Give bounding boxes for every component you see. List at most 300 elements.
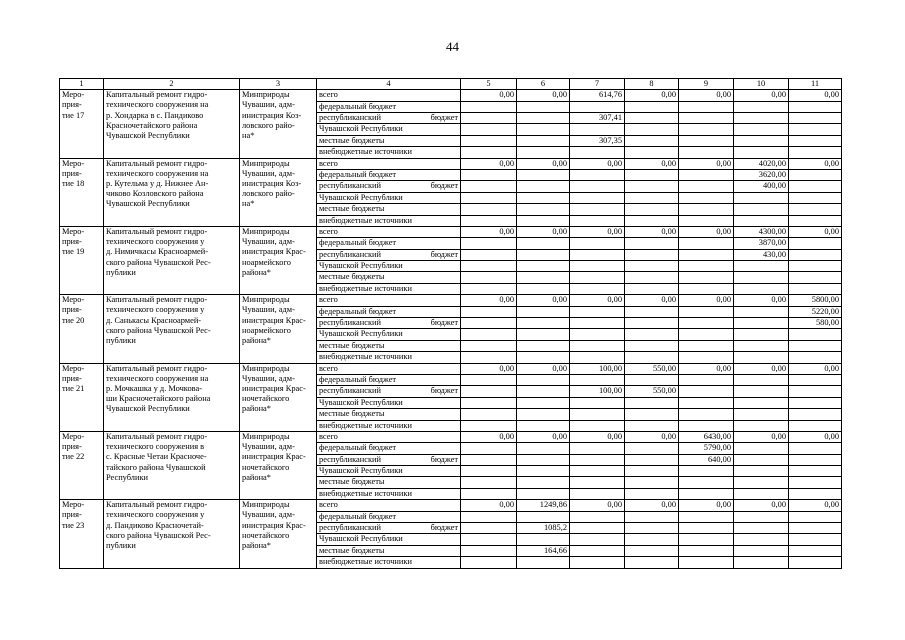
value-cell xyxy=(789,374,842,385)
value-cell: 0,00 xyxy=(461,158,517,169)
funding-source: всего xyxy=(317,295,461,306)
value-cell xyxy=(461,101,517,112)
value-cell xyxy=(734,477,789,488)
value-cell: 0,00 xyxy=(517,90,570,101)
value-cell xyxy=(679,261,734,272)
value-cell xyxy=(679,420,734,431)
measure-name: Капитальный ремонт гидро- технического сооружения у д. Пандиково Красночетай- ского района Чувашской Рес- публики xyxy=(104,500,240,568)
value-cell xyxy=(461,352,517,363)
value-cell xyxy=(517,386,570,397)
value-cell xyxy=(734,340,789,351)
value-cell xyxy=(625,135,679,146)
value-cell xyxy=(679,272,734,283)
value-cell: 0,00 xyxy=(789,363,842,374)
value-cell xyxy=(789,272,842,283)
value-cell xyxy=(734,306,789,317)
value-cell: 0,00 xyxy=(461,500,517,511)
value-cell xyxy=(517,124,570,135)
value-cell xyxy=(734,147,789,158)
value-cell xyxy=(461,466,517,477)
funding-source: местные бюджеты xyxy=(317,477,461,488)
value-cell xyxy=(461,397,517,408)
column-number: 3 xyxy=(240,79,317,90)
value-cell: 580,00 xyxy=(789,318,842,329)
value-cell xyxy=(789,340,842,351)
value-cell xyxy=(461,283,517,294)
measure-id: Меро- прия- тие 20 xyxy=(60,295,104,363)
value-cell xyxy=(679,488,734,499)
funding-source: всего xyxy=(317,158,461,169)
value-cell xyxy=(570,523,625,534)
value-cell xyxy=(461,374,517,385)
value-cell xyxy=(517,409,570,420)
value-cell xyxy=(570,420,625,431)
value-cell xyxy=(461,420,517,431)
value-cell: 100,00 xyxy=(570,363,625,374)
value-cell xyxy=(517,477,570,488)
measure-name: Капитальный ремонт гидро- технического сооружения у д. Санькасы Красноармей- ского района Чувашской Рес- публики xyxy=(104,295,240,363)
value-cell xyxy=(679,204,734,215)
funding-source: всего xyxy=(317,90,461,101)
value-cell: 164,66 xyxy=(517,545,570,556)
value-cell xyxy=(625,397,679,408)
table-body xyxy=(60,79,842,569)
value-cell xyxy=(625,329,679,340)
value-cell xyxy=(789,534,842,545)
funding-source: местные бюджеты xyxy=(317,272,461,283)
value-cell xyxy=(570,306,625,317)
value-cell: 0,00 xyxy=(734,500,789,511)
value-cell xyxy=(461,329,517,340)
page-number: 44 xyxy=(446,39,459,54)
value-cell xyxy=(679,135,734,146)
value-cell xyxy=(679,352,734,363)
value-cell: 0,00 xyxy=(679,500,734,511)
measure-id: Меро- прия- тие 18 xyxy=(60,158,104,226)
value-cell xyxy=(679,523,734,534)
value-cell xyxy=(461,454,517,465)
value-cell xyxy=(461,534,517,545)
value-cell xyxy=(679,181,734,192)
value-cell xyxy=(625,409,679,420)
value-cell: 0,00 xyxy=(625,90,679,101)
value-cell xyxy=(517,340,570,351)
value-cell xyxy=(734,557,789,568)
value-cell: 0,00 xyxy=(570,295,625,306)
value-cell xyxy=(734,112,789,123)
value-cell xyxy=(679,124,734,135)
funding-source: Чувашской Республики xyxy=(317,534,461,545)
value-cell: 0,00 xyxy=(679,226,734,237)
value-cell xyxy=(734,318,789,329)
value-cell xyxy=(789,477,842,488)
value-cell: 640,00 xyxy=(679,454,734,465)
value-cell xyxy=(570,534,625,545)
value-cell xyxy=(461,306,517,317)
value-cell xyxy=(789,523,842,534)
value-cell xyxy=(517,318,570,329)
value-cell xyxy=(679,283,734,294)
value-cell xyxy=(679,557,734,568)
value-cell xyxy=(789,352,842,363)
value-cell xyxy=(461,386,517,397)
value-cell xyxy=(789,397,842,408)
value-cell xyxy=(517,397,570,408)
value-cell xyxy=(570,124,625,135)
funding-source: внебюджетные источники xyxy=(317,488,461,499)
value-cell xyxy=(517,101,570,112)
column-number: 8 xyxy=(625,79,679,90)
value-cell: 307,41 xyxy=(570,112,625,123)
value-cell xyxy=(517,147,570,158)
funding-source: республиканский бюджет xyxy=(317,523,461,534)
value-cell xyxy=(789,215,842,226)
value-cell xyxy=(734,420,789,431)
value-cell xyxy=(734,523,789,534)
value-cell xyxy=(570,181,625,192)
value-cell xyxy=(461,523,517,534)
value-cell xyxy=(625,557,679,568)
value-cell xyxy=(625,112,679,123)
value-cell: 0,00 xyxy=(734,431,789,442)
value-cell: 0,00 xyxy=(570,500,625,511)
value-cell xyxy=(461,147,517,158)
value-cell xyxy=(789,409,842,420)
column-number: 6 xyxy=(517,79,570,90)
value-cell xyxy=(517,135,570,146)
value-cell xyxy=(789,147,842,158)
table-row xyxy=(60,431,842,442)
measure-name: Капитальный ремонт гидро- технического сооружения на р. Мочкашка у д. Мочкова- ши Красночетайского района Чувашской Республики xyxy=(104,363,240,431)
funding-source: всего xyxy=(317,500,461,511)
value-cell: 6430,00 xyxy=(679,431,734,442)
column-number-row xyxy=(60,79,842,90)
value-cell xyxy=(625,181,679,192)
table-row xyxy=(60,158,842,169)
value-cell: 0,00 xyxy=(789,226,842,237)
value-cell: 0,00 xyxy=(570,158,625,169)
value-cell xyxy=(570,409,625,420)
value-cell xyxy=(625,192,679,203)
value-cell xyxy=(570,147,625,158)
value-cell xyxy=(734,374,789,385)
value-cell xyxy=(570,192,625,203)
value-cell xyxy=(679,466,734,477)
measure-id: Меро- прия- тие 22 xyxy=(60,431,104,499)
value-cell xyxy=(517,374,570,385)
value-cell xyxy=(461,181,517,192)
measure-executor: Минприроды Чувашии, адм- инистрация Крас- ноармейского района* xyxy=(240,226,317,294)
value-cell xyxy=(461,443,517,454)
value-cell xyxy=(789,557,842,568)
budget-table xyxy=(59,78,842,569)
value-cell xyxy=(789,283,842,294)
value-cell xyxy=(679,409,734,420)
funding-source: федеральный бюджет xyxy=(317,238,461,249)
measure-id: Меро- прия- тие 21 xyxy=(60,363,104,431)
funding-source: федеральный бюджет xyxy=(317,511,461,522)
funding-source: Чувашской Республики xyxy=(317,329,461,340)
value-cell xyxy=(789,101,842,112)
value-cell xyxy=(679,112,734,123)
measure-id: Меро- прия- тие 23 xyxy=(60,500,104,568)
value-cell xyxy=(679,329,734,340)
value-cell xyxy=(625,454,679,465)
funding-source: федеральный бюджет xyxy=(317,169,461,180)
value-cell: 0,00 xyxy=(625,226,679,237)
value-cell xyxy=(625,124,679,135)
value-cell: 4020,00 xyxy=(734,158,789,169)
value-cell xyxy=(789,192,842,203)
value-cell xyxy=(570,101,625,112)
funding-source: местные бюджеты xyxy=(317,409,461,420)
value-cell xyxy=(789,443,842,454)
funding-source: всего xyxy=(317,431,461,442)
funding-source: Чувашской Республики xyxy=(317,261,461,272)
value-cell xyxy=(517,420,570,431)
value-cell xyxy=(679,340,734,351)
funding-source: всего xyxy=(317,226,461,237)
value-cell xyxy=(789,112,842,123)
value-cell xyxy=(734,192,789,203)
value-cell xyxy=(461,238,517,249)
column-number: 4 xyxy=(317,79,461,90)
value-cell xyxy=(625,101,679,112)
measure-executor: Минприроды Чувашии, адм- инистрация Крас- ночетайского района* xyxy=(240,500,317,568)
value-cell xyxy=(789,420,842,431)
value-cell xyxy=(789,386,842,397)
value-cell xyxy=(679,477,734,488)
value-cell xyxy=(789,238,842,249)
value-cell: 5790,00 xyxy=(679,443,734,454)
measure-executor: Минприроды Чувашии, адм- инистрация Коз- ловского райо- на* xyxy=(240,158,317,226)
value-cell xyxy=(517,192,570,203)
funding-source: Чувашской Республики xyxy=(317,466,461,477)
value-cell xyxy=(734,329,789,340)
value-cell: 307,35 xyxy=(570,135,625,146)
value-cell xyxy=(734,272,789,283)
value-cell xyxy=(679,249,734,260)
value-cell: 0,00 xyxy=(625,431,679,442)
value-cell xyxy=(570,511,625,522)
funding-source: местные бюджеты xyxy=(317,545,461,556)
funding-source: республиканский бюджет xyxy=(317,386,461,397)
value-cell xyxy=(625,249,679,260)
value-cell xyxy=(570,488,625,499)
value-cell: 0,00 xyxy=(517,295,570,306)
value-cell: 0,00 xyxy=(734,363,789,374)
value-cell: 0,00 xyxy=(517,158,570,169)
value-cell xyxy=(679,147,734,158)
funding-source: Чувашской Республики xyxy=(317,192,461,203)
value-cell xyxy=(461,545,517,556)
funding-source: внебюджетные источники xyxy=(317,147,461,158)
funding-source: местные бюджеты xyxy=(317,135,461,146)
value-cell xyxy=(734,443,789,454)
value-cell xyxy=(625,147,679,158)
value-cell xyxy=(679,545,734,556)
value-cell xyxy=(461,318,517,329)
funding-source: внебюджетные источники xyxy=(317,283,461,294)
funding-source: внебюджетные источники xyxy=(317,215,461,226)
value-cell xyxy=(625,374,679,385)
table-row xyxy=(60,90,842,101)
value-cell xyxy=(789,466,842,477)
value-cell: 550,00 xyxy=(625,386,679,397)
value-cell xyxy=(517,443,570,454)
value-cell xyxy=(461,477,517,488)
value-cell xyxy=(570,238,625,249)
value-cell: 0,00 xyxy=(461,363,517,374)
value-cell xyxy=(517,238,570,249)
value-cell xyxy=(517,466,570,477)
table-row xyxy=(60,500,842,511)
measure-name: Капитальный ремонт гидро- технического сооружения на р. Хондарка в с. Пандиково Красночетайского района Чувашской Республики xyxy=(104,90,240,158)
value-cell xyxy=(679,101,734,112)
value-cell: 0,00 xyxy=(461,431,517,442)
value-cell xyxy=(625,238,679,249)
table-row xyxy=(60,295,842,306)
value-cell xyxy=(570,249,625,260)
funding-source: федеральный бюджет xyxy=(317,306,461,317)
value-cell xyxy=(679,318,734,329)
value-cell xyxy=(517,249,570,260)
funding-source: федеральный бюджет xyxy=(317,443,461,454)
value-cell xyxy=(461,340,517,351)
value-cell xyxy=(734,488,789,499)
value-cell xyxy=(517,329,570,340)
funding-source: внебюджетные источники xyxy=(317,420,461,431)
value-cell: 0,00 xyxy=(625,500,679,511)
measure-name: Капитальный ремонт гидро- технического сооружения у д. Нимичкасы Красноармей- ского района Чувашской Рес- публики xyxy=(104,226,240,294)
measure-id: Меро- прия- тие 17 xyxy=(60,90,104,158)
value-cell xyxy=(734,534,789,545)
value-cell xyxy=(570,545,625,556)
measure-executor: Минприроды Чувашии, адм- инистрация Крас- ночетайского района* xyxy=(240,431,317,499)
value-cell xyxy=(734,397,789,408)
value-cell: 0,00 xyxy=(570,226,625,237)
value-cell xyxy=(461,272,517,283)
value-cell: 0,00 xyxy=(625,158,679,169)
value-cell xyxy=(679,386,734,397)
value-cell xyxy=(570,272,625,283)
value-cell: 1085,2 xyxy=(517,523,570,534)
value-cell xyxy=(570,169,625,180)
value-cell: 0,00 xyxy=(517,226,570,237)
value-cell xyxy=(461,204,517,215)
value-cell: 0,00 xyxy=(679,90,734,101)
table-row xyxy=(60,226,842,237)
funding-source: всего xyxy=(317,363,461,374)
value-cell xyxy=(679,534,734,545)
funding-source: республиканский бюджет xyxy=(317,181,461,192)
value-cell xyxy=(789,261,842,272)
value-cell xyxy=(625,443,679,454)
value-cell xyxy=(461,511,517,522)
value-cell xyxy=(625,169,679,180)
column-number: 10 xyxy=(734,79,789,90)
value-cell xyxy=(625,318,679,329)
value-cell: 5800,00 xyxy=(789,295,842,306)
value-cell xyxy=(517,534,570,545)
value-cell xyxy=(789,135,842,146)
value-cell: 0,00 xyxy=(679,295,734,306)
value-cell xyxy=(789,511,842,522)
value-cell xyxy=(517,181,570,192)
value-cell: 0,00 xyxy=(679,363,734,374)
value-cell xyxy=(679,306,734,317)
value-cell xyxy=(461,169,517,180)
value-cell xyxy=(679,374,734,385)
value-cell xyxy=(517,112,570,123)
value-cell: 0,00 xyxy=(625,295,679,306)
value-cell: 0,00 xyxy=(517,363,570,374)
value-cell: 0,00 xyxy=(461,90,517,101)
measure-name: Капитальный ремонт гидро- технического сооружения в с. Красные Четаи Красноче- тайского района Чувашской Республики xyxy=(104,431,240,499)
value-cell xyxy=(734,101,789,112)
value-cell xyxy=(734,409,789,420)
value-cell xyxy=(734,545,789,556)
funding-source: республиканский бюджет xyxy=(317,112,461,123)
value-cell xyxy=(734,215,789,226)
value-cell xyxy=(734,352,789,363)
value-cell xyxy=(734,511,789,522)
value-cell xyxy=(734,454,789,465)
value-cell: 0,00 xyxy=(570,431,625,442)
value-cell: 0,00 xyxy=(517,431,570,442)
value-cell xyxy=(517,454,570,465)
value-cell: 0,00 xyxy=(679,158,734,169)
value-cell xyxy=(679,238,734,249)
value-cell xyxy=(461,249,517,260)
value-cell xyxy=(734,261,789,272)
value-cell xyxy=(461,112,517,123)
value-cell xyxy=(570,318,625,329)
funding-source: Чувашской Республики xyxy=(317,124,461,135)
value-cell xyxy=(570,215,625,226)
value-cell xyxy=(789,124,842,135)
value-cell xyxy=(461,261,517,272)
value-cell xyxy=(679,397,734,408)
column-number: 2 xyxy=(104,79,240,90)
value-cell xyxy=(734,386,789,397)
value-cell: 614,76 xyxy=(570,90,625,101)
value-cell xyxy=(517,511,570,522)
funding-source: внебюджетные источники xyxy=(317,352,461,363)
value-cell xyxy=(570,261,625,272)
value-cell xyxy=(570,557,625,568)
funding-source: республиканский бюджет xyxy=(317,454,461,465)
value-cell xyxy=(679,169,734,180)
value-cell xyxy=(570,443,625,454)
value-cell xyxy=(625,272,679,283)
value-cell xyxy=(734,135,789,146)
funding-source: местные бюджеты xyxy=(317,340,461,351)
funding-source: федеральный бюджет xyxy=(317,374,461,385)
value-cell xyxy=(734,204,789,215)
value-cell xyxy=(517,261,570,272)
funding-source: Чувашской Республики xyxy=(317,397,461,408)
value-cell xyxy=(625,340,679,351)
value-cell xyxy=(625,488,679,499)
value-cell xyxy=(461,215,517,226)
value-cell: 0,00 xyxy=(461,226,517,237)
value-cell xyxy=(570,397,625,408)
value-cell xyxy=(625,466,679,477)
value-cell xyxy=(625,283,679,294)
value-cell xyxy=(625,511,679,522)
value-cell: 550,00 xyxy=(625,363,679,374)
